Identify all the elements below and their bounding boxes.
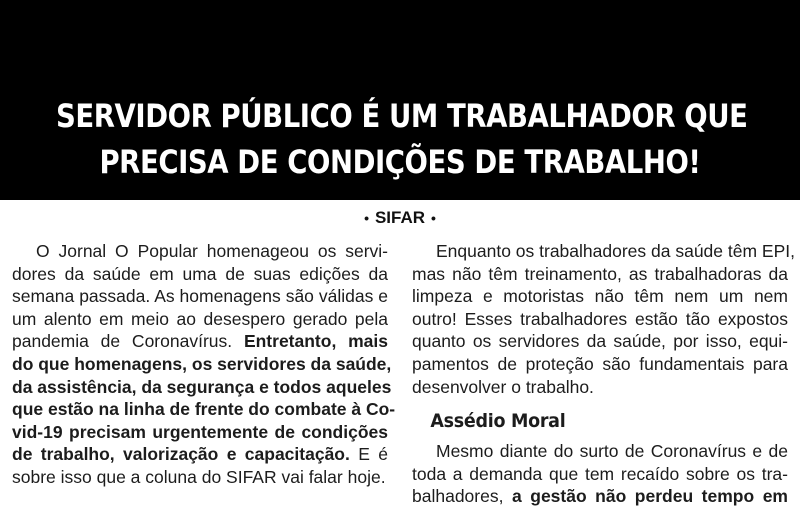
headline-line-2: PRECISA DE CONDIÇÕES DE TRABALHO! xyxy=(99,143,701,181)
text-line: outro! Esses trabalhadores estão tão expostos xyxy=(412,308,788,329)
article-column-left xyxy=(12,240,396,489)
text-line xyxy=(12,353,392,376)
text-line: quanto os servidores da saúde, por isso, equi- xyxy=(412,331,788,352)
text-line: um alento em meio ao desespero gerado pela xyxy=(12,308,388,329)
text-segment: pandemia de Coronavírus. xyxy=(12,331,233,352)
text-line: pamentos de proteção são fundamentais para xyxy=(412,353,788,374)
bold-segment: Entretanto, mais xyxy=(243,331,388,352)
byline-author: SIFAR xyxy=(374,208,426,227)
text-segment: E é xyxy=(358,444,388,465)
article-column-right xyxy=(412,240,795,508)
text-line: O Jornal O Popular homenageou os servi- xyxy=(36,241,388,261)
text-line xyxy=(12,330,388,353)
bullet-icon: • xyxy=(364,210,369,226)
bold-segment: vid-19 precisam urgentemente de condições xyxy=(12,421,388,442)
text-line: sobre isso que a coluna do SIFAR vai falar hoje. xyxy=(12,466,386,487)
text-segment: balhadores, xyxy=(412,486,504,507)
text-line xyxy=(412,485,788,508)
text-line xyxy=(12,398,396,421)
bold-segment: a gestão não perdeu tempo em xyxy=(512,486,788,507)
bullet-icon: • xyxy=(431,210,436,226)
bold-segment: da assistência, da segurança e todos aqueles xyxy=(12,376,392,397)
section-subheading: Assédio Moral xyxy=(430,410,566,433)
headline-banner xyxy=(0,0,800,200)
byline xyxy=(0,208,800,228)
text-line xyxy=(12,421,388,444)
text-line: desenvolver o trabalho. xyxy=(412,376,594,397)
text-line: semana passada. As homenagens são válidas e xyxy=(12,286,388,307)
text-line: Enquanto os trabalhadores da saúde têm EPI, xyxy=(436,241,795,261)
text-line: dores da saúde em uma de suas edições da xyxy=(12,263,388,284)
text-line: limpeza e motoristas não têm nem um nem xyxy=(412,286,788,307)
bold-segment: que estão na linha de frente do combate à Co- xyxy=(12,399,396,420)
text-line: mas não têm treinamento, as trabalhadoras da xyxy=(412,263,788,284)
text-line xyxy=(12,376,392,399)
bold-segment: do que homenagens, os servidores da saúde, xyxy=(12,353,392,374)
text-line: Mesmo diante do surto de Coronavírus e de xyxy=(436,441,788,462)
text-line xyxy=(12,443,388,466)
bold-segment: de trabalho, valorização e capacitação. xyxy=(12,444,350,465)
headline-line-1: SERVIDOR PÚBLICO É UM TRABALHADOR QUE xyxy=(56,97,748,135)
text-line: toda a demanda que tem recaído sobre os tra- xyxy=(412,463,788,484)
